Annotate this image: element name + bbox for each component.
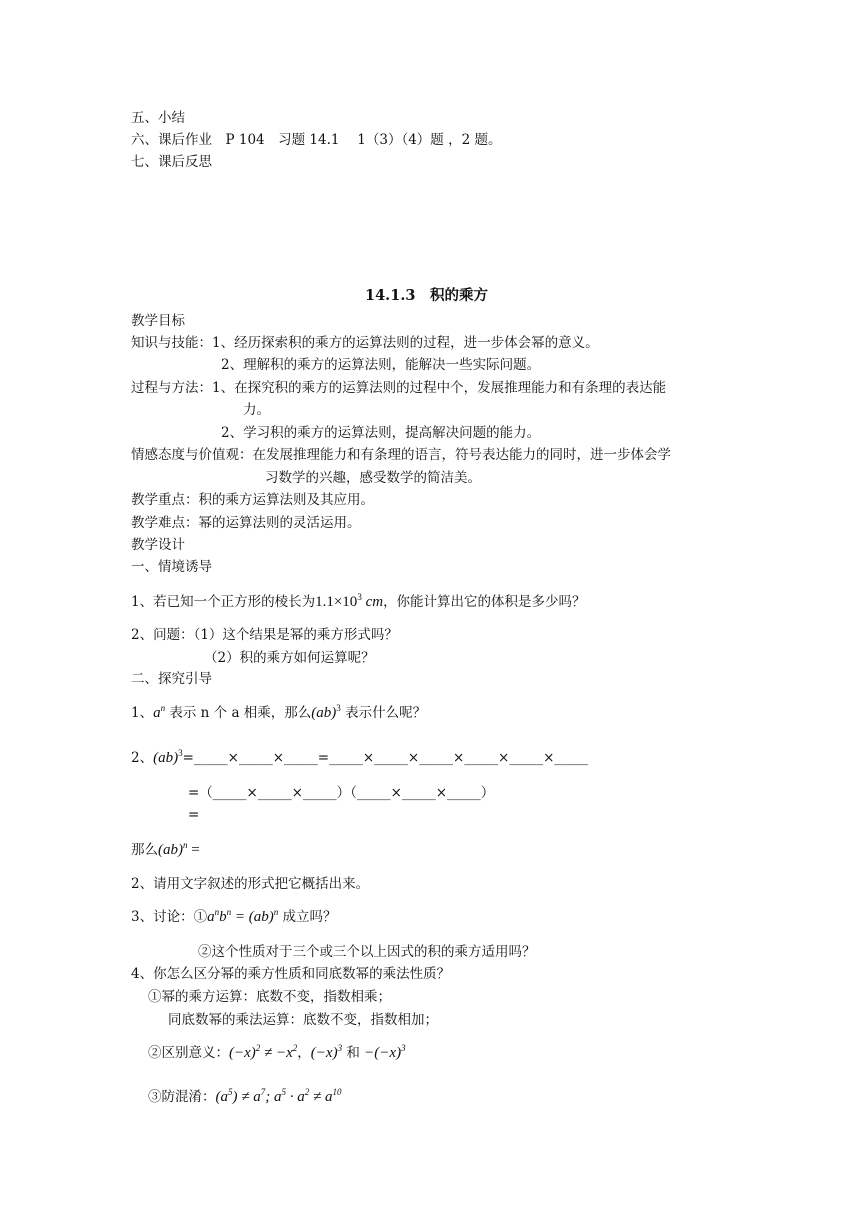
emotion-goal-cont: 习数学的兴趣，感受数学的简洁美。 — [265, 470, 481, 486]
explore-1: 1、$a^n$ 表示 n 个 a 相乘，那么(ab)$^3$ 表示什么呢？ — [131, 703, 427, 721]
design-heading: 教学设计 — [131, 537, 185, 553]
distinguish-meaning: ②区别意义：$(-x)^2 \ne -x^2$，$(-x)^3$ 和 $-(-x)^3$ — [148, 1043, 406, 1061]
knowledge-goal-1: 知识与技能：1、经历探索积的乘方的运算法则的过程，进一步体会幂的意义。 — [131, 335, 599, 351]
discussion-1: 3、讨论：$①a^nb^n = (ab)^n$ 成立吗？ — [131, 907, 337, 925]
process-goal-2: 2、学习积的乘方的运算法则，提高解决问题的能力。 — [221, 425, 541, 441]
explore-summary: 2、请用文字叙述的形式把它概括出来。 — [131, 876, 370, 892]
q1-math: $1.1\times 10^3$ cm — [315, 592, 384, 610]
reflection-line: 七、课后反思 — [131, 154, 212, 170]
same-base-rule: 同底数幂的乘法运算：底数不变，指数相加； — [168, 1012, 438, 1028]
homework-line: 六、课后作业 P 104 习题 14.1 1（3）（4）题 ，2 题。 — [131, 132, 502, 148]
question-2b: （2）积的乘方如何运算呢？ — [204, 650, 375, 666]
question-4: 4、你怎么区分幂的乘方性质和同底数幂的乘法性质？ — [131, 966, 451, 982]
process-goal-1-cont: 力。 — [243, 402, 270, 418]
question-1: 1、若已知一个正方形的棱长为$1.1\times 10^3$ cm，你能计算出它的体积是多少吗？ — [131, 592, 586, 610]
key-point: 教学重点：积的乘方运算法则及其应用。 — [131, 492, 374, 508]
goals-heading: 教学目标 — [131, 313, 185, 329]
explore-2: 2、(ab)$^3$=_____×_____×_____=_____×_____×_____×_____×_____×_____ — [131, 748, 589, 766]
page-title: 14.1.3 积的乘方 — [365, 287, 488, 304]
emotion-goal: 情感态度与价值观：在发展推理能力和有条理的语言，符号表达能力的同时，进一步体会学 — [131, 447, 671, 463]
section-2-heading: 二、探究引导 — [131, 671, 212, 687]
knowledge-goal-2: 2、理解积的乘方的运算法则，能解决一些实际问题。 — [221, 357, 541, 373]
power-of-power-rule: ①幂的乘方运算：底数不变，指数相乘； — [148, 989, 391, 1005]
process-goal-1: 过程与方法：1、在探究积的乘方的运算法则的过程中个，发展推理能力和有条理的表达能 — [131, 380, 667, 396]
summary-line: 五、小结 — [131, 110, 185, 126]
difficult-point: 教学难点：幂的运算法则的灵活运用。 — [131, 515, 361, 531]
explore-2-line3: = — [188, 807, 200, 823]
explore-2-line2: =（_____×_____×_____）（_____×_____×_____） — [188, 785, 495, 801]
avoid-confusion: ③防混淆：$(a^5) \ne a^7$; $a^5 \cdot a^2 \ne a^{10}$ — [148, 1087, 342, 1105]
question-2: 2、问题：（1）这个结果是幂的乘方形式吗？ — [131, 627, 398, 643]
discussion-2: ②这个性质对于三个或三个以上因式的积的乘方适用吗？ — [198, 944, 536, 960]
q1-text: 1、若已知一个正方形的棱长为 — [131, 594, 316, 610]
section-1-heading: 一、情境诱导 — [131, 559, 212, 575]
then-formula: 那么(ab)$^n$ = — [131, 840, 200, 858]
